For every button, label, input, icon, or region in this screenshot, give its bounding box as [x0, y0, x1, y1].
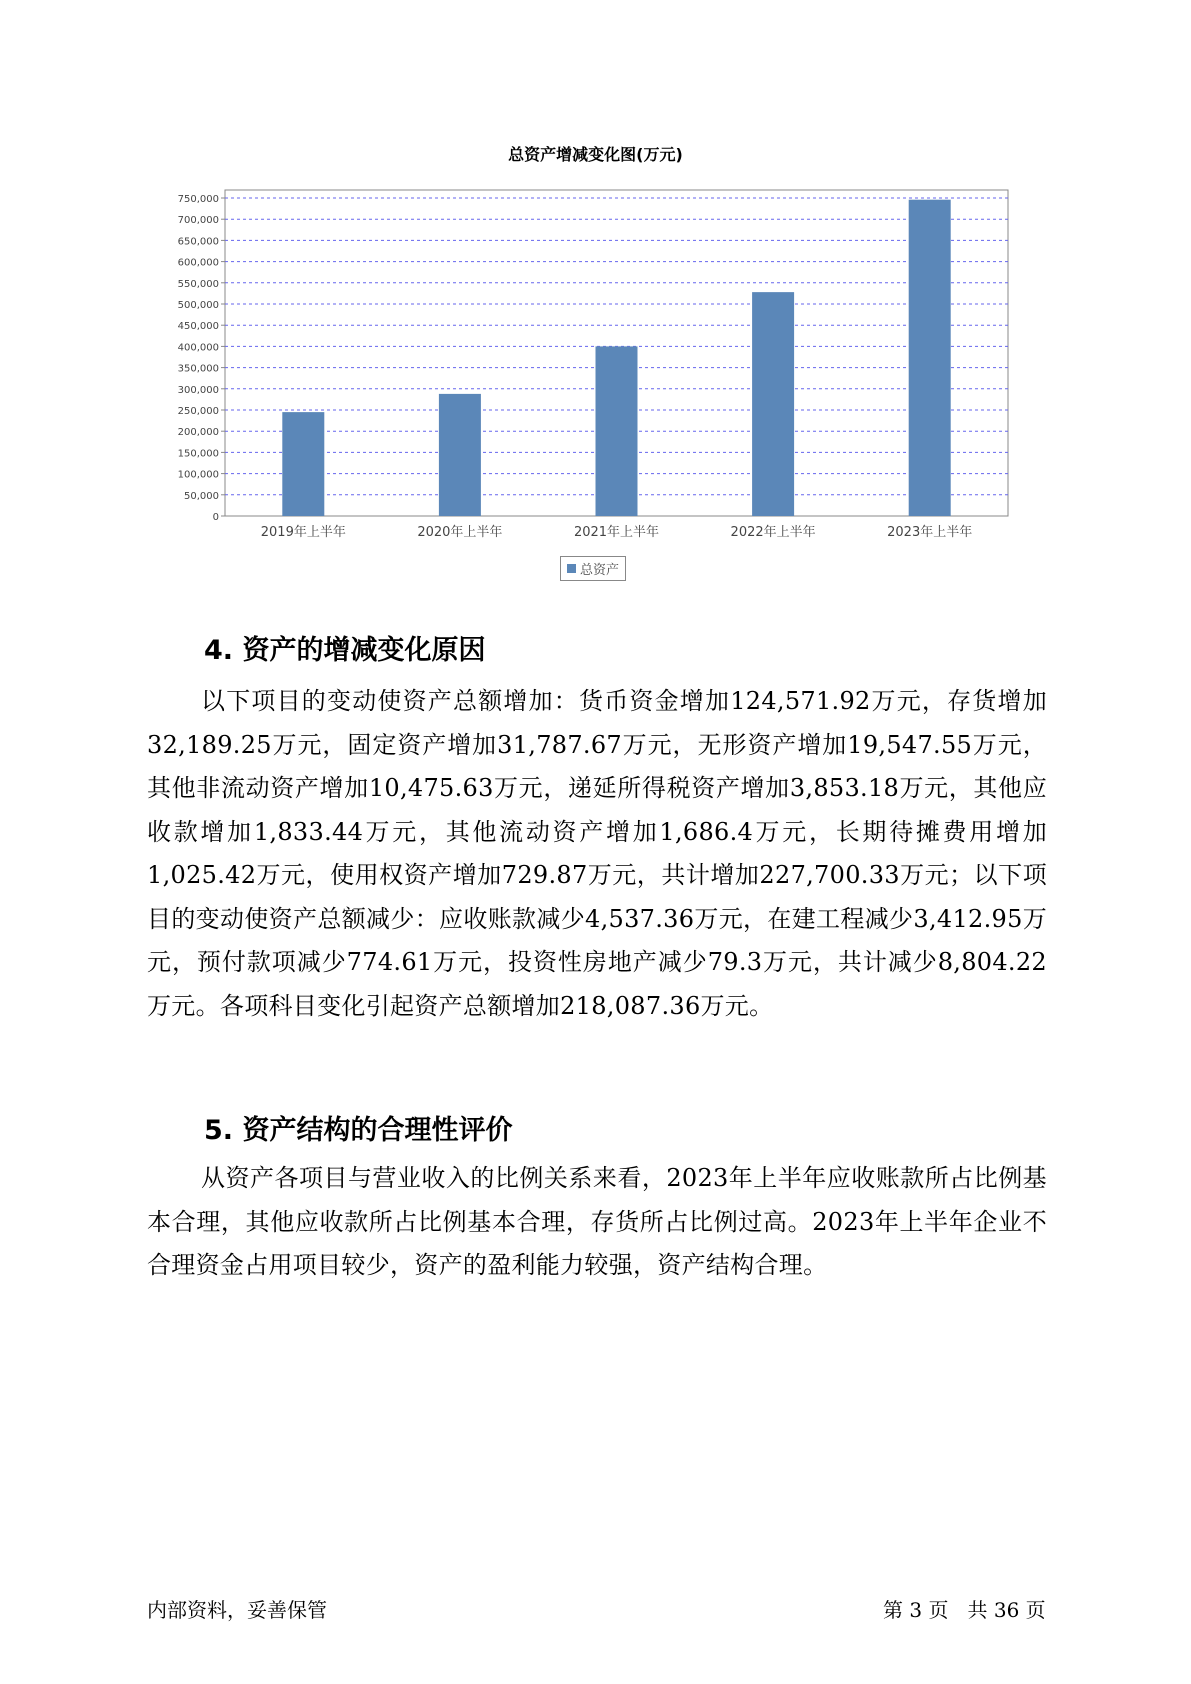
y-tick-label: 250,000	[177, 406, 219, 417]
x-tick-label: 2021年上半年	[573, 525, 660, 540]
footer-confidential: 内部资料，妥善保管	[147, 1598, 327, 1622]
chart-title: 总资产增减变化图(万元)	[508, 145, 683, 164]
x-tick-label: 2020年上半年	[417, 525, 503, 540]
y-tick-label: 600,000	[177, 257, 219, 269]
y-tick-label: 150,000	[177, 448, 219, 460]
y-tick-label: 400,000	[177, 342, 219, 354]
y-tick-label: 650,000	[177, 236, 219, 248]
section-paragraph-5: 从资产各项目与营业收入的比例关系来看，2023年上半年应收账款所占比例基本合理，其他应收款所占比例基本合理，存货所占比例过高。2023年上半年企业不合理资金占用项目较少，资产的盈利能力较强，资产结构合理。	[147, 1164, 1047, 1279]
bar	[596, 346, 638, 516]
chart-legend	[560, 556, 626, 581]
y-tick-label: 750,000	[177, 194, 219, 205]
y-tick-label: 450,000	[177, 321, 219, 333]
x-tick-label: 2019年上半年	[260, 525, 346, 540]
y-tick-label: 550,000	[177, 278, 219, 290]
bar	[752, 292, 794, 516]
y-tick-label: 350,000	[177, 363, 219, 375]
section-heading-5: 5. 资产结构的合理性评价	[204, 1115, 513, 1146]
bar	[439, 394, 481, 516]
footer-page-number: 第 3 页 共 36 页	[883, 1598, 1046, 1622]
bar	[909, 200, 951, 516]
bar-chart	[0, 0, 1191, 600]
x-tick-label: 2022年上半年	[730, 525, 816, 540]
y-tick-label: 700,000	[177, 215, 219, 227]
bar	[282, 412, 324, 516]
legend-swatch	[567, 564, 576, 573]
section-heading-4: 4. 资产的增减变化原因	[204, 635, 486, 666]
x-tick-label: 2023年上半年	[887, 525, 973, 540]
y-tick-label: 100,000	[177, 469, 219, 481]
y-tick-label: 50,000	[184, 490, 219, 502]
section-paragraph-4: 以下项目的变动使资产总额增加：货币资金增加124,571.92万元，存货增加32,189.25万元，固定资产增加31,787.67万元，无形资产增加19,547.55万元，其他非流动资产增加10,475.63万元，递延所得税资产增加3,853.18万元，其他应收款增加1,833.44万元，其他流动资产增加1,686.4万元，长期待摊费用增加1,025.42万元，使用权资产增加729.87万元，共计增加227,700.33万元；以下项目的变动使资产总额减少：应收账款减少4,537.36万元，在建工程减少3,412.95万元，预付款项减少774.61万元，投资性房地产减少79.3万元，共计减少8,804.22万元。各项科目变化引起资产总额增加218,087.36万元。	[147, 687, 1047, 1020]
y-tick-label: 300,000	[177, 384, 219, 396]
y-tick-label: 500,000	[177, 300, 219, 311]
y-tick-label: 200,000	[177, 427, 219, 439]
legend-label: 总资产	[580, 563, 620, 578]
y-tick-label: 0	[212, 512, 219, 523]
